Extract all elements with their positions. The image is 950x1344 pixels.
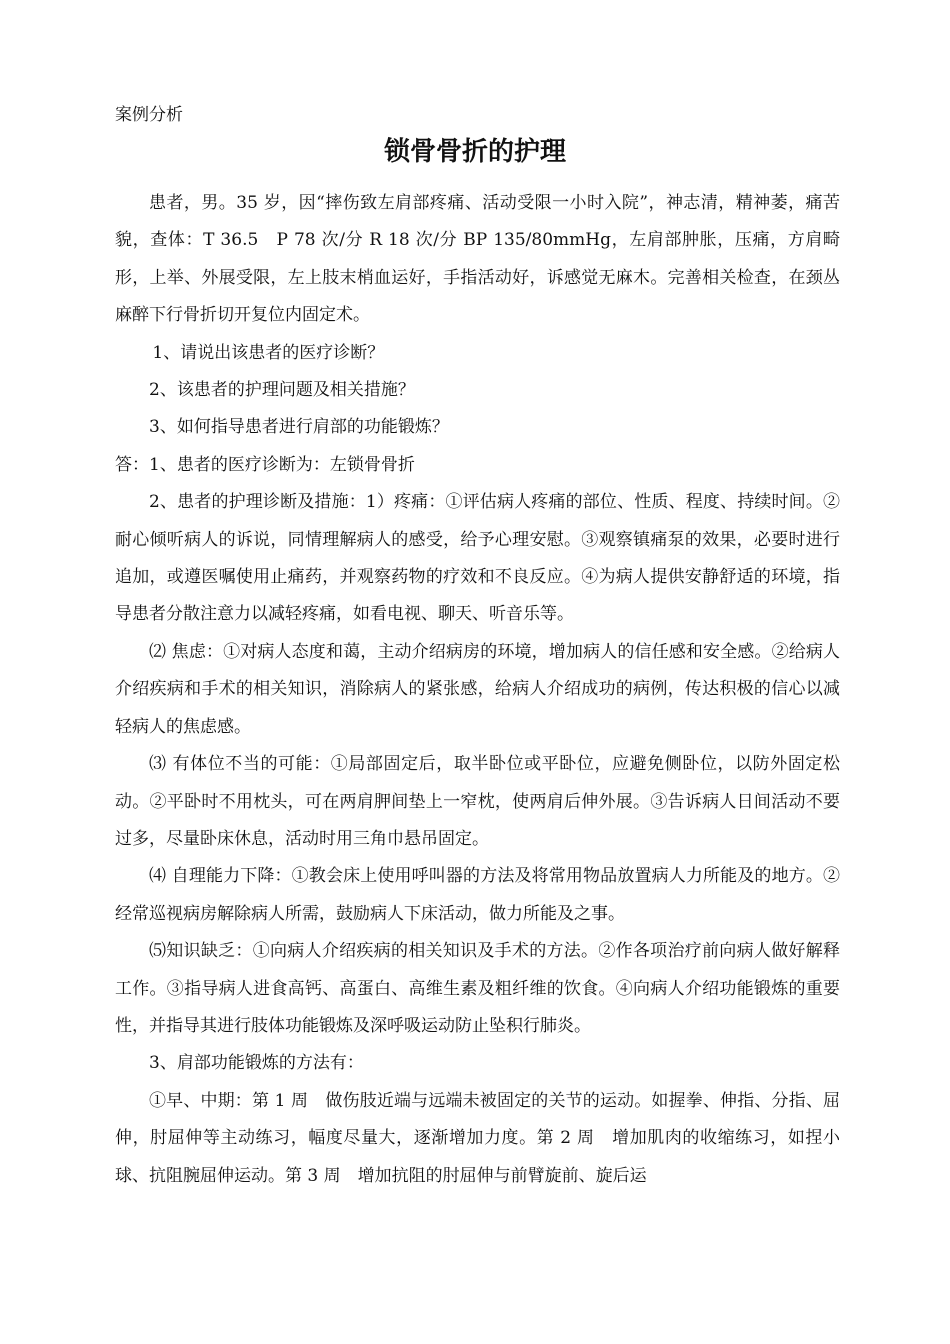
answer-2-selfcare: ⑷ 自理能力下降：①教会床上使用呼叫器的方法及将常用物品放置病人力所能及的地方。②经常巡视病房解除病人所需，鼓励病人下床活动，做力所能及之事。 [115,866,840,924]
answer-2-pain: 2、患者的护理诊断及措施：1）疼痛：①评估病人疼痛的部位、性质、程度、持续时间。②耐心倾听病人的诉说，同情理解病人的感受，给予心理安慰。③观察镇痛泵的效果，必要时进行追加，或遵医嘱使用止痛药，并观察药物的疗效和不良反应。④为病人提供安静舒适的环境，指导患者分散注意力以减轻疼痛，如看电视、聊天、听音乐等。 [115,492,840,625]
answer-2-position: ⑶ 有体位不当的可能：①局部固定后，取半卧位或平卧位，应避免侧卧位，以防外固定松动。②平卧时不用枕头，可在两肩胛间垫上一窄枕，使两肩后伸外展。③告诉病人日间活动不要过多，尽量卧床休息，活动时用三角巾悬吊固定。 [115,754,840,849]
answer-2-knowledge: ⑸知识缺乏：①向病人介绍疾病的相关知识及手术的方法。②作各项治疗前向病人做好解释工作。③指导病人进食高钙、高蛋白、高维生素及粗纤维的饮食。④向病人介绍功能锻炼的重要性，并指导其进行肢体功能锻炼及深呼吸运动防止坠积行肺炎。 [115,941,840,1036]
document-label: 案例分析 [115,105,183,125]
answer-1: 答：1、患者的医疗诊断为：左锁骨骨折 [115,454,415,475]
answer-2-anxiety: ⑵ 焦虑：①对病人态度和蔼，主动介绍病房的环境，增加病人的信任感和安全感。②给病人介绍疾病和手术的相关知识，消除病人的紧张感，给病人介绍成功的病例，传达积极的信心以减轻病人的焦虑感。 [115,641,840,737]
answer-3-early-stage: ①早、中期：第 1 周 做伤肢近端与远端未被固定的关节的运动。如握拳、伸指、分指、屈伸，肘屈伸等主动练习，幅度尽量大，逐渐增加力度。第 2 周 增加肌肉的收缩练习，如捏小球、抗阻腕屈伸运动。第 3 周 增加抗阻的肘屈伸与前臂旋前、旋后运 [115,1090,840,1186]
document-title: 锁骨骨折的护理 [383,137,566,167]
document-body [115,185,840,1195]
question-2: 2、该患者的护理问题及相关措施？ [149,380,415,401]
case-description: 患者，男。35 岁，因“摔伤致左肩部疼痛、活动受限一小时入院”，神志清，精神萎，痛苦貌，查体：T 36.5 P 78 次/分 R 18 次/分 BP 135/80mmHg，左肩部肿胀，压痛，方肩畸形，上举、外展受限，左上肢末梢血运好，手指活动好，诉感觉无麻木。完善相关检查，在颈丛麻醉下行骨折切开复位内固定术。 [115,193,840,326]
answer-3-intro: 3、肩部功能锻炼的方法有： [149,1053,364,1074]
question-3: 3、如何指导患者进行肩部的功能锻炼？ [149,417,449,438]
question-1: 1、请说出该患者的医疗诊断？ [152,342,385,363]
